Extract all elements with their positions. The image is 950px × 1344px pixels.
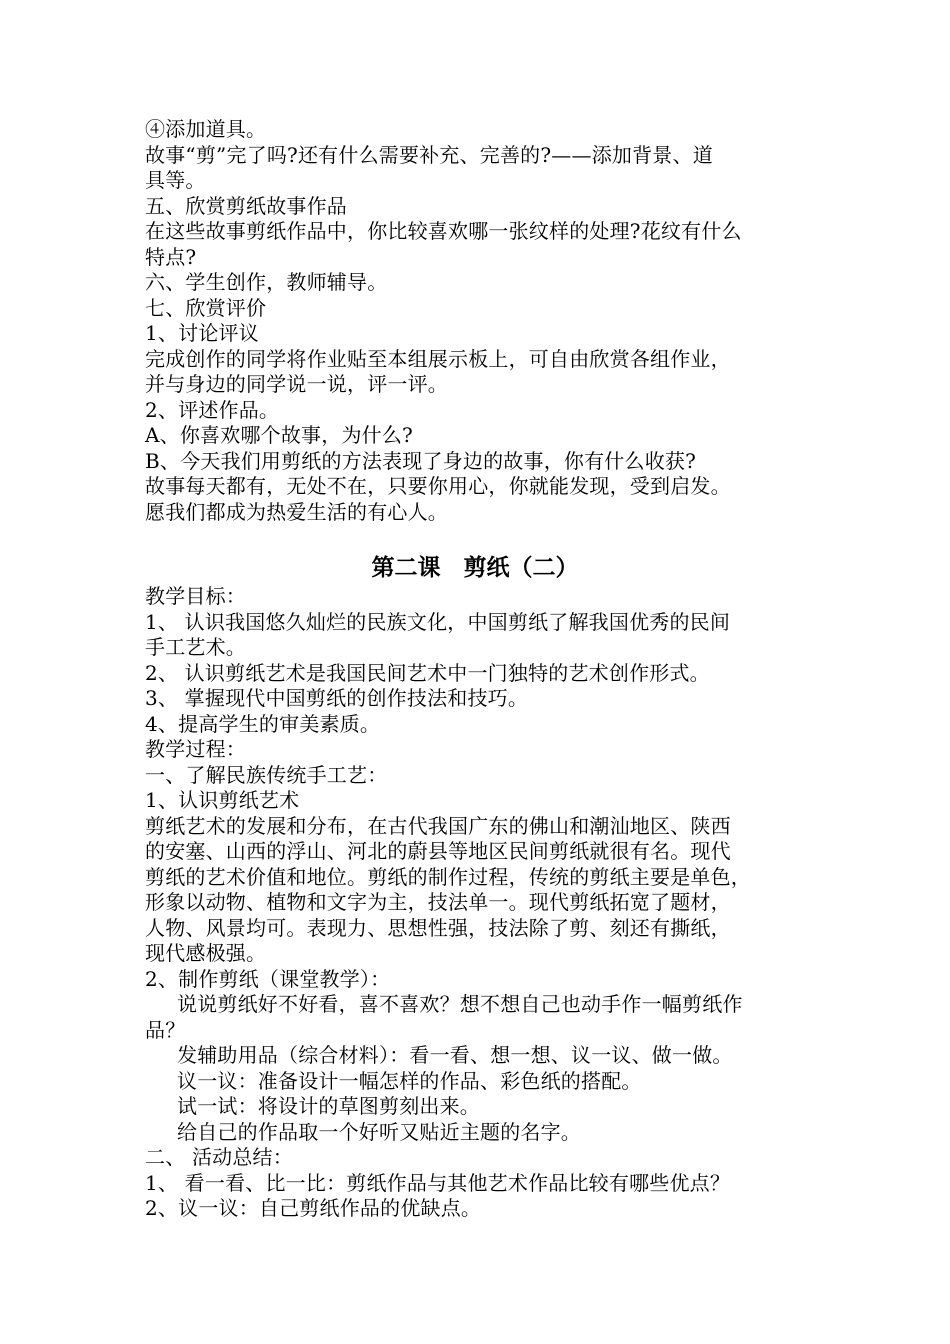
text-line: A、你喜欢哪个故事，为什么? xyxy=(145,423,413,447)
text-line: 剪纸的艺术价值和地位。剪纸的制作过程，传统的剪纸主要是单色， xyxy=(145,864,751,889)
text-line: 在这些故事剪纸作品中，你比较喜欢哪一张纹样的处理?花纹有什么 xyxy=(145,219,742,243)
lesson-title: 第二课 剪纸（二） xyxy=(371,555,579,581)
text-line: 4、提高学生的审美素质。 xyxy=(145,711,381,736)
text-line: 2、评述作品。 xyxy=(145,397,280,422)
text-line: 教学目标： xyxy=(145,584,246,608)
text-line: 五、欣赏剪纸故事作品 xyxy=(145,193,347,218)
text-line: 愿我们都成为热爱生活的有心人。 xyxy=(145,499,448,524)
text-line: 人物、风景均可。表现力、思想性强，技法除了剪、刻还有撕纸， xyxy=(145,915,731,940)
text-line: 1、 看一看、比一比：剪纸作品与其他艺术作品比较有哪些优点？ xyxy=(145,1170,731,1195)
text-line: 特点? xyxy=(145,244,197,269)
text-line: 议一议：准备设计一幅怎样的作品、彩色纸的搭配。 xyxy=(177,1068,642,1093)
text-line: 二、 活动总结： xyxy=(145,1145,293,1169)
text-line: 教学过程： xyxy=(145,737,246,761)
text-line: 剪纸艺术的发展和分布，在古代我国广东的佛山和潮汕地区、陕西 xyxy=(145,813,731,838)
text-line: ④添加道具。 xyxy=(145,117,267,141)
text-line: 2、 认识剪纸艺术是我国民间艺术中一门独特的艺术创作形式。 xyxy=(145,660,710,685)
text-line: 六、学生创作，教师辅导。 xyxy=(145,270,388,294)
text-line: 一、了解民族传统手工艺： xyxy=(145,762,388,787)
text-line: B、今天我们用剪纸的方法表现了身边的故事，你有什么收获? xyxy=(145,448,697,473)
lesson-two-section xyxy=(145,584,810,1222)
text-line: 2、制作剪纸（课堂教学）： xyxy=(145,966,391,991)
text-line: 故事“剪”完了吗?还有什么需要补充、完善的?——添加背景、道 xyxy=(145,142,713,167)
text-line: 1、讨论评议 xyxy=(145,321,259,345)
text-line: 说说剪纸好不好看，喜不喜欢？想不想自己也动手作一幅剪纸作 xyxy=(177,992,743,1016)
lesson-one-conclusion-section xyxy=(145,117,810,525)
text-line: 1、认识剪纸艺术 xyxy=(145,788,300,812)
text-line: 给自己的作品取一个好听又贴近主题的名字。 xyxy=(177,1119,581,1144)
text-line: 故事每天都有，无处不在，只要你用心，你就能发现，受到启发。 xyxy=(145,474,731,498)
text-line: 具等。 xyxy=(145,168,206,192)
text-line: 并与身边的同学说一说，评一评。 xyxy=(145,372,448,396)
text-line: 发辅助用品（综合材料）：看一看、想一想、议一议、做一做。 xyxy=(177,1043,733,1067)
text-line: 现代感极强。 xyxy=(145,941,267,965)
text-line: 3、 掌握现代中国剪纸的创作技法和技巧。 xyxy=(145,686,529,710)
text-line: 手工艺术。 xyxy=(145,635,246,659)
text-line: 2、议一议：自己剪纸作品的优缺点。 xyxy=(145,1196,482,1220)
text-line: 七、欣赏评价 xyxy=(145,295,267,320)
text-line: 品？ xyxy=(145,1017,186,1042)
text-line: 的安塞、山西的浮山、河北的蔚县等地区民间剪纸就很有名。现代 xyxy=(145,839,731,863)
text-line: 试一试：将设计的草图剪刻出来。 xyxy=(177,1094,480,1118)
text-line: 完成创作的同学将作业贴至本组展示板上，可自由欣赏各组作业， xyxy=(145,346,731,371)
text-line: 1、 认识我国悠久灿烂的民族文化，中国剪纸了解我国优秀的民间 xyxy=(145,609,731,634)
text-line: 形象以动物、植物和文字为主，技法单一。现代剪纸拓宽了题材， xyxy=(145,890,731,914)
